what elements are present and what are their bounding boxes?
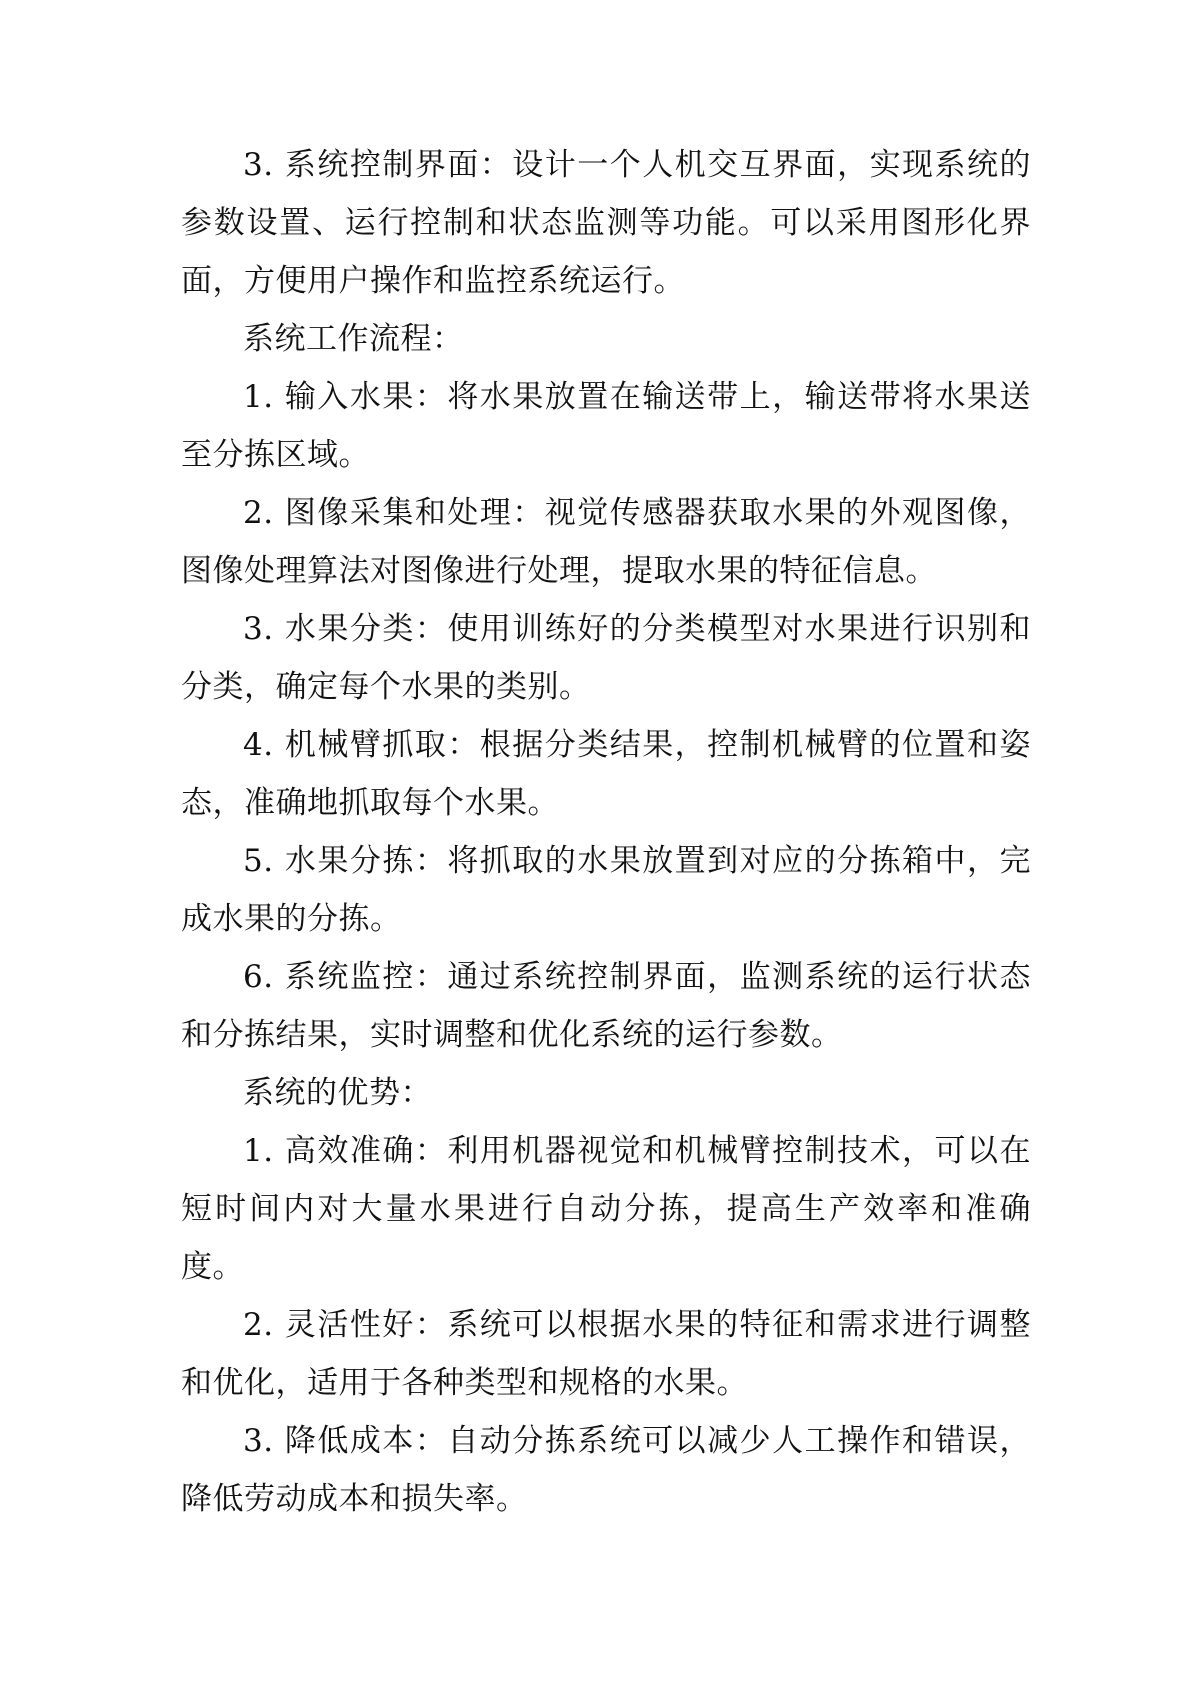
document-body xyxy=(181,136,1031,1528)
paragraph-cost-reduction: 3. 降低成本：自动分拣系统可以减少人工操作和错误，降低劳动成本和损失率。 xyxy=(181,1423,1031,1517)
paragraph-fruit-sorting: 5. 水果分拣：将抓取的水果放置到对应的分拣箱中，完成水果的分拣。 xyxy=(181,843,1031,937)
paragraph-efficient-accurate: 1. 高效准确：利用机器视觉和机械臂控制技术，可以在短时间内对大量水果进行自动分拣，提高生产效率和准确度。 xyxy=(181,1133,1031,1285)
paragraph-control-interface: 3. 系统控制界面：设计一个人机交互界面，实现系统的参数设置、运行控制和状态监测等功能。可以采用图形化界面，方便用户操作和监控系统运行。 xyxy=(181,147,1031,299)
paragraph-system-monitoring: 6. 系统监控：通过系统控制界面，监测系统的运行状态和分拣结果，实时调整和优化系统的运行参数。 xyxy=(181,959,1031,1053)
paragraph-input-fruit: 1. 输入水果：将水果放置在输送带上，输送带将水果送至分拣区域。 xyxy=(181,379,1031,473)
heading-workflow: 系统工作流程： xyxy=(243,321,464,357)
paragraph-image-processing: 2. 图像采集和处理：视觉传感器获取水果的外观图像，图像处理算法对图像进行处理，提取水果的特征信息。 xyxy=(181,495,1031,589)
paragraph-fruit-classification: 3. 水果分类：使用训练好的分类模型对水果进行识别和分类，确定每个水果的类别。 xyxy=(181,611,1031,705)
heading-advantages: 系统的优势： xyxy=(243,1075,432,1111)
paragraph-flexibility: 2. 灵活性好：系统可以根据水果的特征和需求进行调整和优化，适用于各种类型和规格的水果。 xyxy=(181,1307,1031,1401)
paragraph-robot-grasp: 4. 机械臂抓取：根据分类结果，控制机械臂的位置和姿态，准确地抓取每个水果。 xyxy=(181,727,1031,821)
